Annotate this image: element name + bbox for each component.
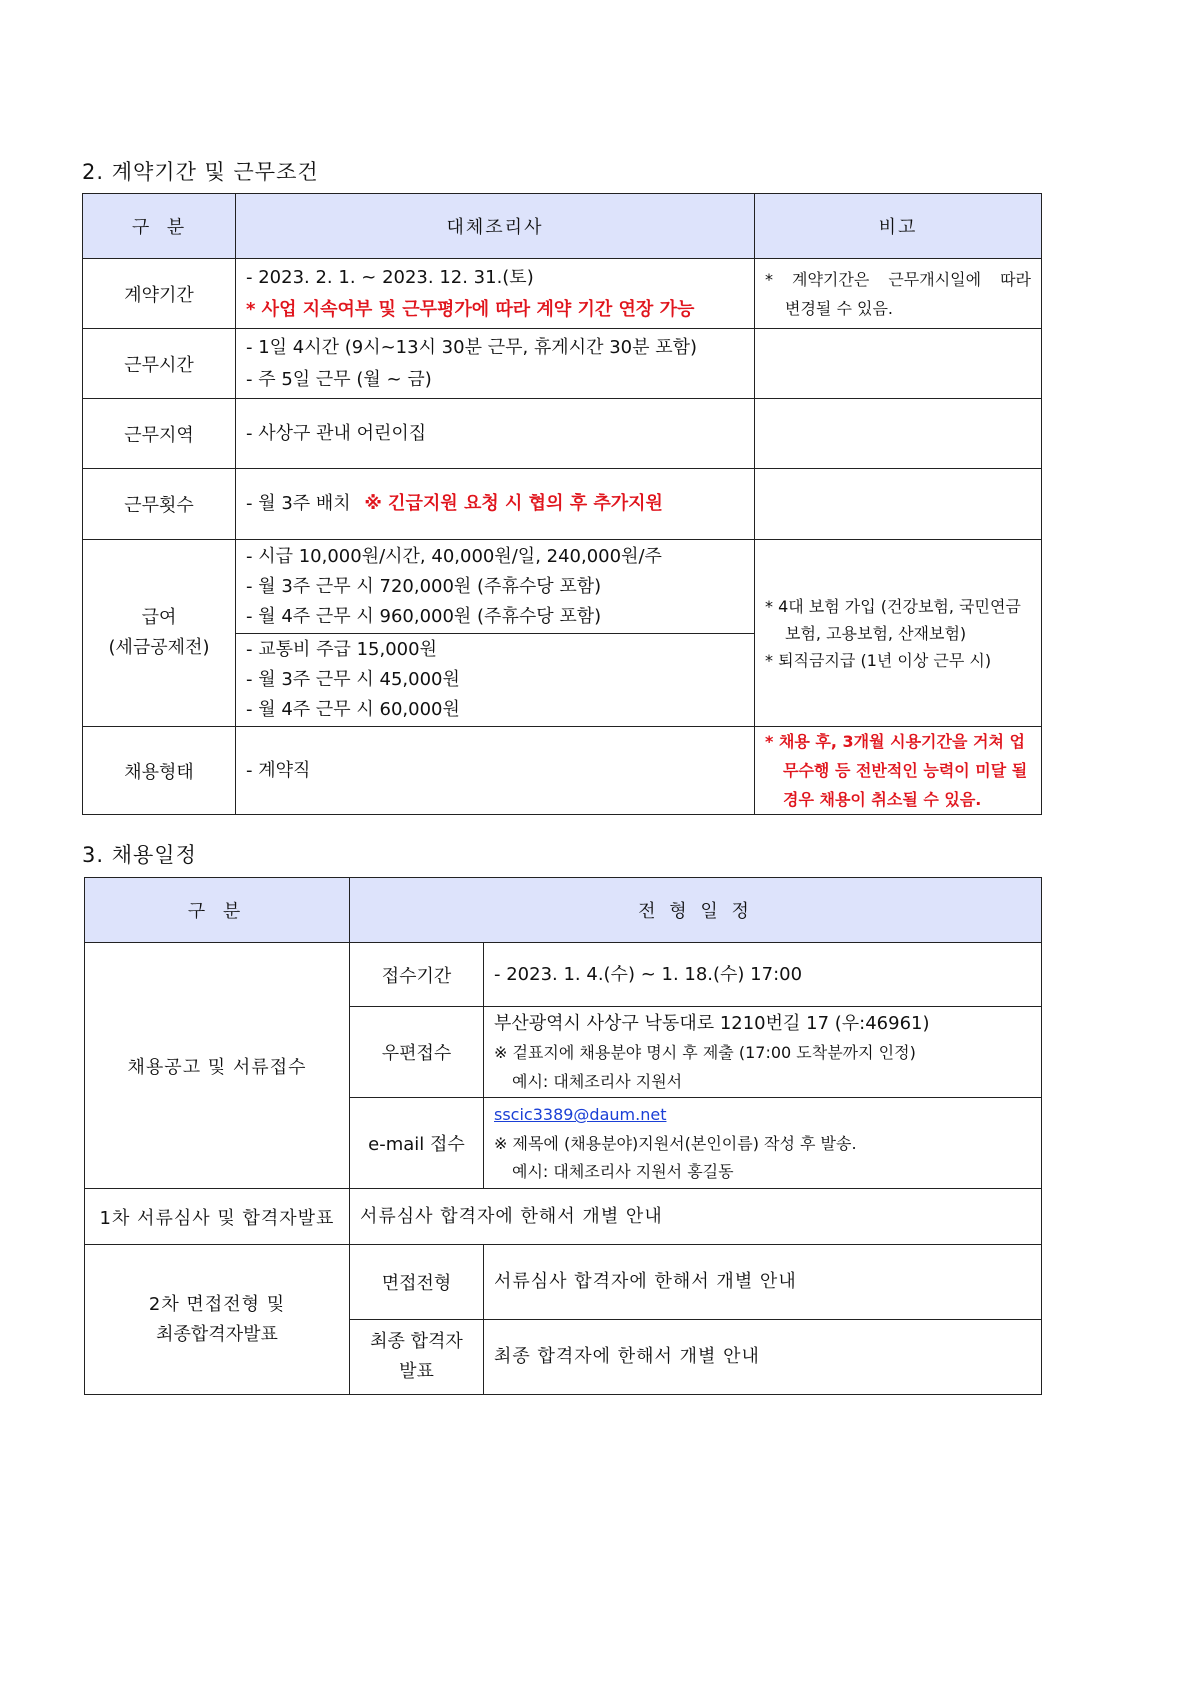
wage-line2: - 월 3주 근무 시 720,000원 (주휴수당 포함) [246, 575, 602, 597]
label-work-hours: 근무시간 [83, 329, 236, 399]
interview-text: 서류심사 합격자에 한해서 개별 안내 [494, 1271, 797, 1292]
work-count-emergency-note: ※ 긴급지원 요청 시 협의 후 추가지원 [364, 493, 663, 514]
section3-heading: 3. 채용일정 [82, 843, 197, 867]
label-mail-submission: 우편접수 [350, 1007, 484, 1098]
contract-note-line2: 변경될 수 있음. [785, 298, 893, 318]
work-area-note [755, 399, 1042, 469]
email-example: 예시: 대체조리사 지원서 홍길동 [512, 1162, 734, 1181]
email-submission-cell [484, 1098, 1042, 1189]
employment-note-line2: 무수행 등 전반적인 능력이 미달 될 [783, 761, 1028, 780]
salary-note-line3: * 퇴직금지급 (1년 이상 근무 시) [765, 650, 992, 670]
second-round-label-line2: 최종합격자발표 [156, 1323, 278, 1345]
salary-note [755, 540, 1042, 727]
first-round-value [350, 1189, 1042, 1245]
salary-label-line1: 급여 [141, 607, 177, 628]
work-count-cell [236, 469, 755, 540]
contract-note-line1: * 계약기간은 근무개시일에 따라 [765, 269, 1031, 289]
employment-note-line1: * 채용 후, 3개월 시용기간을 거쳐 업 [765, 732, 1025, 751]
employment-note-line3: 경우 채용이 취소될 수 있음. [783, 790, 982, 809]
final-label-line1: 최종 합격자 [370, 1331, 463, 1352]
schedule-header-process: 전 형 일 정 [350, 878, 1042, 943]
label-email-submission: e-mail 접수 [350, 1098, 484, 1189]
work-area-cell [236, 399, 755, 469]
contract-period-dates: - 2023. 2. 1. ~ 2023. 12. 31.(토) [246, 266, 534, 288]
contract-period-note [755, 259, 1042, 329]
contract-period-cell [236, 259, 755, 329]
label-employment-type: 채용형태 [83, 727, 236, 815]
salary-transport-cell [236, 634, 755, 727]
application-period-value [484, 943, 1042, 1007]
label-contract-period: 계약기간 [83, 259, 236, 329]
salary-note-line1: * 4대 보험 가입 (건강보험, 국민연금 [765, 596, 1021, 616]
email-address-link[interactable]: sscic3389@daum.net [494, 1105, 667, 1124]
work-hours-line2: - 주 5일 근무 (월 ~ 금) [246, 368, 432, 390]
header-remarks: 비고 [755, 194, 1042, 259]
salary-label-line2: (세금공제전) [108, 637, 210, 658]
work-hours-line1: - 1일 4시간 (9시~13시 30분 근무, 휴게시간 30분 포함) [246, 336, 698, 358]
wage-line3: - 월 4주 근무 시 960,000원 (주휴수당 포함) [246, 605, 602, 627]
employment-type-cell [236, 727, 755, 815]
label-final-announcement [350, 1320, 484, 1395]
label-work-count: 근무횟수 [83, 469, 236, 540]
email-instruction: ※ 제목에 (채용분야)지원서(본인이름) 작성 후 발송. [494, 1134, 857, 1153]
work-hours-cell [236, 329, 755, 399]
contract-conditions-table [82, 193, 1042, 815]
final-label-line2: 발표 [399, 1361, 434, 1382]
label-first-round: 1차 서류심사 및 합격자발표 [85, 1189, 350, 1245]
work-count-line1: - 월 3주 배치 [246, 493, 351, 514]
label-announcement: 채용공고 및 서류접수 [85, 943, 350, 1189]
salary-note-line2: 보험, 고용보험, 산재보험) [785, 623, 967, 643]
mail-instruction: ※ 겉표지에 채용분야 명시 후 제출 (17:00 도착분까지 인정) [494, 1042, 916, 1062]
wage-line1: - 시급 10,000원/시간, 40,000원/일, 240,000원/주 [246, 545, 662, 567]
transport-line2: - 월 3주 근무 시 45,000원 [246, 669, 460, 690]
schedule-header-category: 구 분 [85, 878, 350, 943]
contract-extension-note: * 사업 지속여부 및 근무평가에 따라 계약 기간 연장 가능 [246, 298, 695, 320]
header-substitute-cook: 대체조리사 [236, 194, 755, 259]
employment-type-note [755, 727, 1042, 815]
first-round-text: 서류심사 합격자에 한해서 개별 안내 [360, 1205, 663, 1227]
work-area-line1: - 사상구 관내 어린이집 [246, 422, 427, 444]
employment-type-line1: - 계약직 [246, 759, 311, 781]
label-second-round [85, 1245, 350, 1395]
transport-line3: - 월 4주 근무 시 60,000원 [246, 699, 460, 720]
mail-address: 부산광역시 사상구 낙동대로 1210번길 17 (우:46961) [494, 1012, 930, 1034]
final-announcement-text: 최종 합격자에 한해서 개별 안내 [494, 1346, 760, 1367]
work-hours-note [755, 329, 1042, 399]
final-announcement-value [484, 1320, 1042, 1395]
interview-value [484, 1245, 1042, 1320]
mail-example: 예시: 대체조리사 지원서 [512, 1071, 683, 1091]
work-count-note [755, 469, 1042, 540]
salary-wage-cell [236, 540, 755, 634]
transport-line1: - 교통비 주급 15,000원 [246, 639, 437, 660]
second-round-label-line1: 2차 면접전형 및 [148, 1293, 286, 1315]
label-salary [83, 540, 236, 727]
mail-submission-cell [484, 1007, 1042, 1098]
application-period-text: - 2023. 1. 4.(수) ~ 1. 18.(수) 17:00 [494, 963, 803, 985]
label-work-area: 근무지역 [83, 399, 236, 469]
section2-heading: 2. 계약기간 및 근무조건 [82, 160, 319, 184]
label-application-period: 접수기간 [350, 943, 484, 1007]
recruitment-schedule-table [84, 877, 1042, 1395]
label-interview: 면접전형 [350, 1245, 484, 1320]
header-category: 구 분 [83, 194, 236, 259]
